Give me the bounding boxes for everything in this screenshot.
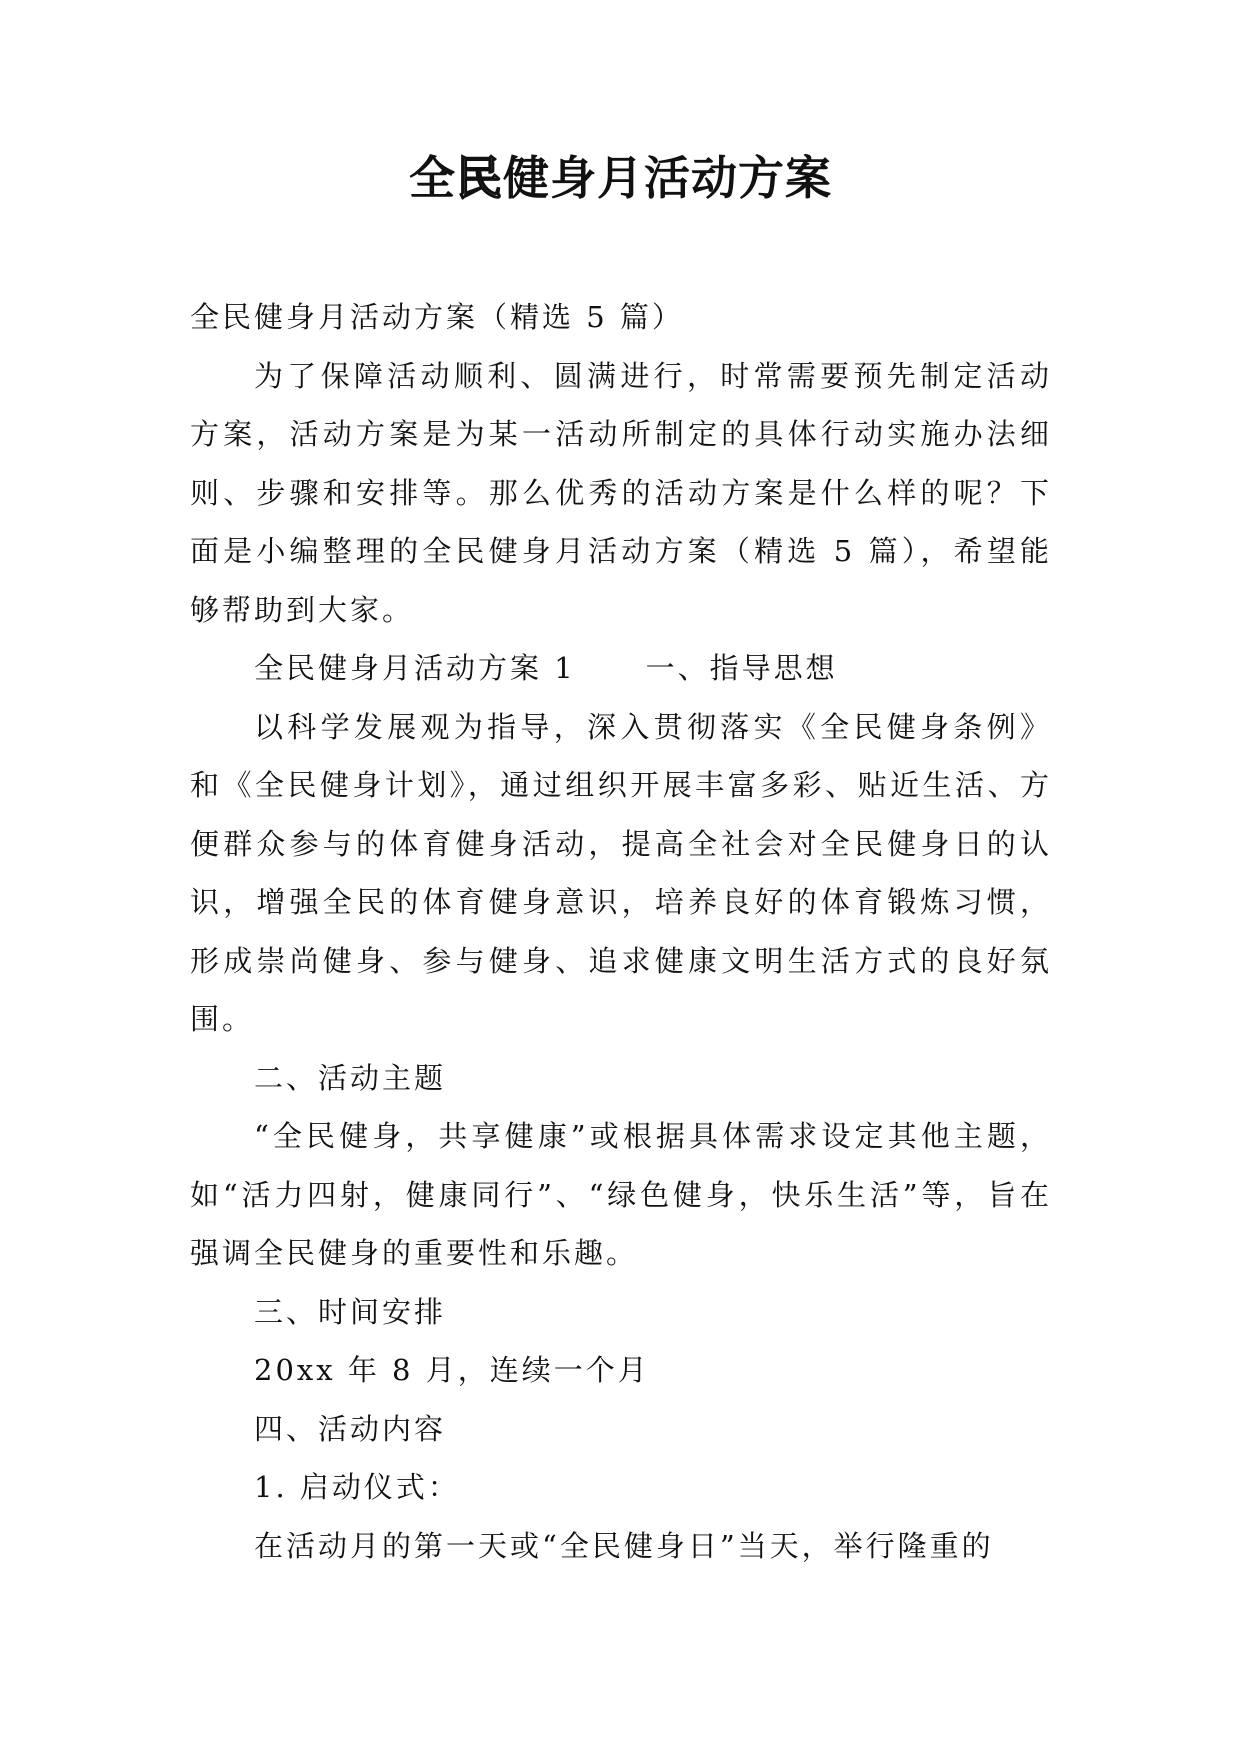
document-subtitle: 全民健身月活动方案（精选 5 篇） <box>190 300 684 334</box>
section-3-paragraph: 20xx 年 8 月，连续一个月 <box>254 1353 650 1387</box>
section-2-paragraph: “全民健身，共享健康”或根据具体需求设定其他主题，如“活力四射，健康同行”、“绿色健身，快乐生活”等，旨在强调全民健身的重要性和乐趣。 <box>190 1119 1052 1270</box>
title-part-3: 健身月活动方案 <box>503 151 832 205</box>
document-title <box>0 148 1241 208</box>
item-1-heading: 1. 启动仪式： <box>254 1470 460 1504</box>
intro-paragraph: 为了保障活动顺利、圆满进行，时常需要预先制定活动方案，活动方案是为某一活动所制定的具体行动实施办法细则、步骤和安排等。那么优秀的活动方案是什么样的呢？下面是小编整理的全民健身月活动方案（精选 5 篇），希望能够帮助到大家。 <box>190 358 1052 627</box>
plan-1-heading-line <box>190 639 1052 698</box>
plan-1-heading: 全民健身月活动方案 1 <box>254 651 576 685</box>
section-1-heading: 一、指导思想 <box>645 651 838 685</box>
section-1-paragraph: 以科学发展观为指导，深入贯彻落实《全民健身条例》和《全民健身计划》，通过组织开展丰富多彩、贴近生活、方便群众参与的体育健身活动，提高全社会对全民健身日的认识，增强全民的体育健身意识，培养良好的体育锻炼习惯，形成崇尚健身、参与健身、追求健康文明生活方式的良好氛围。 <box>190 709 1052 1036</box>
section-4-heading: 四、活动内容 <box>254 1411 447 1446</box>
section-3-heading: 三、时间安排 <box>254 1294 447 1329</box>
section-2-heading: 二、活动主题 <box>254 1060 447 1095</box>
document-body <box>190 288 1052 1575</box>
title-part-2-outlined: 民 <box>456 151 503 205</box>
title-part-1: 全 <box>409 151 456 205</box>
item-1-paragraph: 在活动月的第一天或“全民健身日”当天，举行隆重的 <box>254 1528 994 1563</box>
